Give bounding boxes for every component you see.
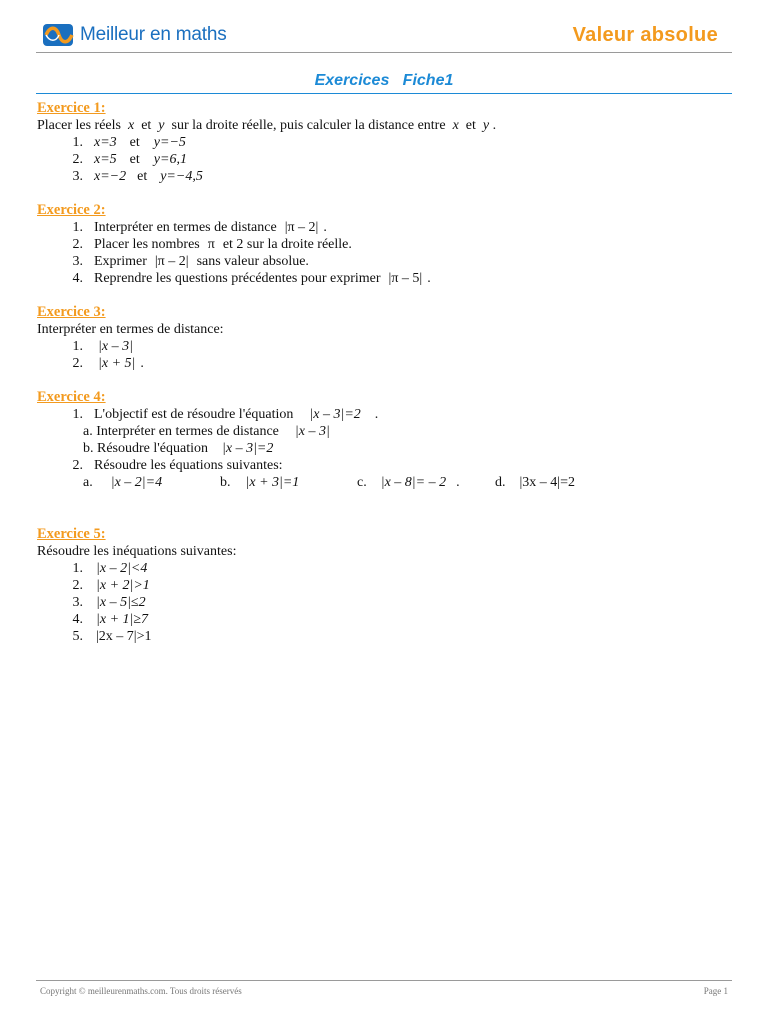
conjunction: et — [465, 118, 476, 133]
item-number: 2. — [72, 578, 83, 593]
math-expression: x=−2 — [94, 169, 127, 184]
math-expression: |x + 5| — [98, 356, 136, 371]
math-var-x: x — [452, 118, 459, 133]
math-expression: |x – 5|≤2 — [96, 595, 146, 610]
list-item — [37, 236, 737, 253]
item-text: sans valeur absolue. — [196, 254, 309, 269]
item-text: . — [427, 271, 431, 286]
list-item — [37, 577, 737, 594]
page-header — [36, 20, 732, 54]
list-item — [37, 151, 737, 168]
item-text: b. Résoudre l'équation — [83, 441, 208, 456]
item-text: . — [140, 356, 144, 371]
math-expression: |x – 2|<4 — [96, 561, 148, 576]
math-var-y: y — [158, 118, 165, 133]
math-expression: |x – 2|=4 — [110, 475, 163, 490]
brand-logo[interactable] — [42, 22, 227, 48]
instruction-text: Placer les réels — [37, 118, 121, 133]
math-expression: |π – 5| — [388, 271, 423, 286]
item-number: 1. — [72, 407, 83, 422]
item-number: 5. — [72, 629, 83, 644]
math-var-x: x — [127, 118, 135, 133]
item-text: Placer les nombres — [94, 237, 200, 252]
list-item — [37, 560, 737, 577]
list-item — [37, 168, 737, 185]
math-expression: |2x – 7|>1 — [96, 629, 152, 644]
list-item — [37, 338, 737, 355]
item-text: Reprendre les questions précédentes pour exprimer — [94, 271, 381, 286]
punctuation: . — [492, 118, 497, 133]
list-item — [37, 219, 737, 236]
list-item — [37, 253, 737, 270]
equation-label: c. — [357, 475, 367, 490]
equation-list — [37, 474, 737, 492]
brand-logo-icon — [42, 22, 76, 48]
brand-name: Meilleur en maths — [80, 24, 227, 45]
math-expression: |x + 1|≥7 — [96, 612, 149, 627]
item-text: a. Interpréter en termes de distance — [83, 424, 279, 439]
exercise-instruction: Interpréter en termes de distance: — [37, 322, 224, 337]
conjunction: et — [129, 135, 140, 150]
item-text: . — [323, 220, 327, 235]
item-text: Résoudre les équations suivantes: — [94, 458, 283, 473]
math-expression: |x + 2|>1 — [96, 578, 150, 593]
item-number: 1. — [72, 339, 83, 354]
exercise-1 — [37, 100, 737, 185]
math-expression: x=3 — [94, 135, 117, 150]
math-expression: |π – 2| — [284, 220, 319, 235]
exercise-5 — [37, 526, 737, 645]
item-text: . — [374, 407, 379, 422]
math-var-y: y — [482, 118, 490, 133]
sub-item — [37, 440, 737, 457]
item-number: 1. — [72, 220, 83, 235]
item-text: Exprimer — [94, 254, 147, 269]
math-expression: |x – 3| — [294, 424, 330, 439]
item-number: 1. — [72, 135, 83, 150]
item-text: L'objectif est de résoudre l'équation — [94, 407, 294, 422]
item-text: et 2 sur la droite réelle. — [222, 237, 352, 252]
item-number: 4. — [72, 271, 83, 286]
item-number: 2. — [72, 152, 83, 167]
equation-label: d. — [495, 475, 506, 490]
exercise-title: Exercice 5: — [37, 526, 106, 542]
list-item — [37, 406, 737, 423]
exercise-instruction: Résoudre les inéquations suivantes: — [37, 544, 237, 559]
item-number: 1. — [72, 561, 83, 576]
math-expression: |x – 8|= – 2 — [380, 475, 447, 490]
math-expression: π — [207, 237, 215, 252]
math-expression: x=5 — [94, 152, 117, 167]
math-expression: y=−4,5 — [160, 169, 203, 184]
equation-c — [357, 474, 460, 491]
page-topic: Valeur absolue — [572, 24, 718, 46]
math-expression: |x – 3|=2 — [222, 441, 274, 456]
header-divider — [36, 52, 732, 53]
math-expression: |x + 3|=1 — [245, 475, 300, 490]
item-number: 2. — [72, 237, 83, 252]
list-item — [37, 628, 737, 645]
title-underline — [36, 93, 732, 94]
list-item — [37, 270, 737, 287]
list-item — [37, 355, 737, 372]
math-expression: |3x – 4|=2 — [519, 475, 576, 490]
exercise-title: Exercice 1: — [37, 100, 106, 116]
math-expression: y=−5 — [153, 135, 186, 150]
equation-b — [220, 474, 299, 491]
math-expression: |x – 3|=2 — [309, 407, 361, 422]
instruction-text: sur la droite réelle, puis calculer la distance entre — [171, 118, 446, 133]
item-number: 3. — [72, 595, 83, 610]
list-item — [37, 457, 737, 474]
exercise-4 — [37, 389, 737, 492]
exercise-2 — [37, 202, 737, 287]
list-item — [37, 134, 737, 151]
equation-label: a. — [83, 475, 93, 490]
conjunction: et — [141, 118, 152, 133]
item-number: 2. — [72, 458, 83, 473]
item-text: Interpréter en termes de distance — [94, 220, 277, 235]
conjunction: et — [137, 169, 148, 184]
item-number: 3. — [72, 169, 83, 184]
list-item — [37, 594, 737, 611]
equation-d — [495, 474, 575, 491]
item-number: 3. — [72, 254, 83, 269]
exercise-content — [37, 100, 737, 645]
item-number: 2. — [72, 356, 83, 371]
sheet-title: Exercices Fiche1 — [314, 72, 454, 89]
exercise-instruction — [37, 117, 737, 134]
exercise-title: Exercice 3: — [37, 304, 106, 320]
exercise-title: Exercice 2: — [37, 202, 106, 218]
item-text: . — [456, 475, 460, 490]
math-expression: |π – 2| — [154, 254, 189, 269]
list-item — [37, 611, 737, 628]
equation-label: b. — [220, 475, 231, 490]
footer-divider — [36, 980, 732, 981]
exercise-title: Exercice 4: — [37, 389, 106, 405]
equation-a — [83, 474, 162, 491]
item-number: 4. — [72, 612, 83, 627]
conjunction: et — [129, 152, 140, 167]
footer-copyright: Copyright © meilleurenmaths.com. Tous droits réservés — [40, 986, 242, 996]
page-number: Page 1 — [703, 986, 728, 996]
sub-item — [37, 423, 737, 440]
math-expression: |x – 3| — [98, 339, 133, 354]
math-expression: y=6,1 — [153, 152, 187, 167]
exercise-3 — [37, 304, 737, 372]
